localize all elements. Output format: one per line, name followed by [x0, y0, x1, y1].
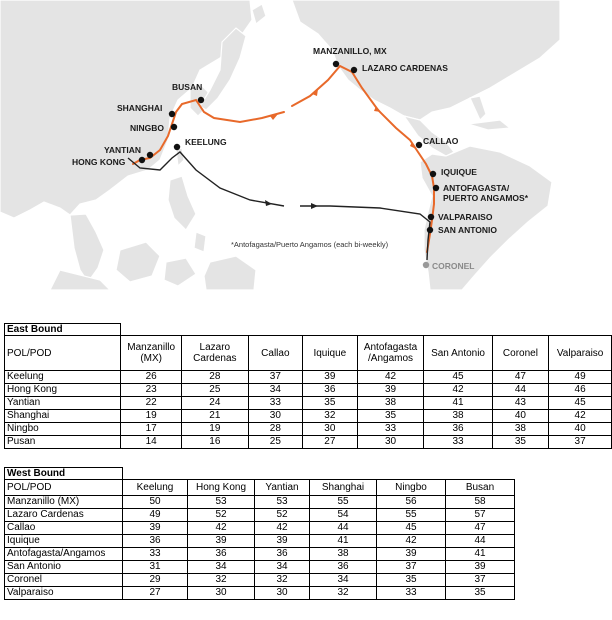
east-row-label: Shanghai — [5, 410, 121, 423]
west-row-label: San Antonio — [5, 561, 123, 574]
east-transit-days-cell: 39 — [303, 371, 358, 384]
west-transit-days-cell: 39 — [446, 561, 515, 574]
map-footnote: *Antofagasta/Puerto Angamos (each bi-weekly) — [231, 240, 389, 249]
hong-kong-label: HONG KONG — [72, 157, 126, 167]
east-transit-days-cell: 35 — [492, 436, 549, 449]
east-transit-days-cell: 36 — [303, 384, 358, 397]
west-transit-days-cell: 36 — [188, 548, 255, 561]
west-transit-days-cell: 52 — [188, 509, 255, 522]
west-transit-days-cell: 34 — [188, 561, 255, 574]
west-transit-days-cell: 55 — [310, 496, 377, 509]
east-transit-days-cell: 24 — [182, 397, 249, 410]
west-transit-days-cell: 42 — [255, 522, 310, 535]
east-col-header: Valparaiso — [549, 336, 612, 371]
san-antonio-label: SAN ANTONIO — [438, 225, 498, 235]
east-transit-days-cell: 42 — [357, 371, 424, 384]
west-transit-days-cell: 32 — [255, 574, 310, 587]
east-transit-days-cell: 28 — [182, 371, 249, 384]
west-transit-days-cell: 42 — [377, 535, 446, 548]
west-transit-days-cell: 33 — [377, 587, 446, 600]
east-transit-days-cell: 44 — [492, 384, 549, 397]
coronel-marker — [423, 262, 429, 268]
busan-marker — [198, 97, 204, 103]
west-transit-days-cell: 42 — [188, 522, 255, 535]
west-table-row — [5, 509, 515, 522]
manzanillo-marker — [333, 61, 339, 67]
west-table-row — [5, 522, 515, 535]
west-col-header: Yantian — [255, 480, 310, 496]
west-transit-days-cell: 41 — [446, 548, 515, 561]
west-transit-days-cell: 33 — [123, 548, 188, 561]
route-map — [0, 0, 612, 290]
west-row-label: Coronel — [5, 574, 123, 587]
yantian-marker — [147, 152, 153, 158]
west-row-label: Valparaiso — [5, 587, 123, 600]
east-transit-days-cell: 37 — [549, 436, 612, 449]
east-col-header: Coronel — [492, 336, 549, 371]
shanghai-marker — [169, 111, 175, 117]
west-transit-days-cell: 35 — [377, 574, 446, 587]
west-transit-days-cell: 27 — [123, 587, 188, 600]
east-col-header: San Antonio — [424, 336, 492, 371]
coronel-label: CORONEL — [432, 261, 475, 271]
west-transit-days-cell: 58 — [446, 496, 515, 509]
east-bound-table — [4, 323, 612, 449]
west-transit-days-cell: 45 — [377, 522, 446, 535]
shanghai-label: SHANGHAI — [117, 103, 163, 113]
iquique-label: IQUIQUE — [441, 167, 477, 177]
east-transit-days-cell: 30 — [357, 436, 424, 449]
west-col-header: Busan — [446, 480, 515, 496]
west-table-row — [5, 561, 515, 574]
west-transit-days-cell: 35 — [446, 587, 515, 600]
east-transit-days-cell: 23 — [121, 384, 182, 397]
west-table-row — [5, 548, 515, 561]
west-transit-days-cell: 37 — [377, 561, 446, 574]
east-transit-days-cell: 38 — [424, 410, 492, 423]
east-transit-days-cell: 27 — [303, 436, 358, 449]
west-transit-days-cell: 30 — [188, 587, 255, 600]
west-transit-days-cell: 39 — [123, 522, 188, 535]
ningbo-marker — [171, 124, 177, 130]
west-transit-days-cell: 49 — [123, 509, 188, 522]
east-col-header: Iquique — [303, 336, 358, 371]
east-table-row — [5, 397, 612, 410]
valparaiso-label: VALPARAISO — [438, 212, 493, 222]
east-transit-days-cell: 19 — [182, 423, 249, 436]
iquique-marker — [430, 171, 436, 177]
west-transit-days-cell: 29 — [123, 574, 188, 587]
west-transit-days-cell: 53 — [188, 496, 255, 509]
west-transit-days-cell: 52 — [255, 509, 310, 522]
east-col-header: Callao — [248, 336, 302, 371]
west-transit-days-cell: 44 — [310, 522, 377, 535]
west-transit-days-cell: 36 — [255, 548, 310, 561]
west-transit-days-cell: 32 — [310, 587, 377, 600]
west-transit-days-cell: 32 — [188, 574, 255, 587]
san-antonio-marker — [427, 227, 433, 233]
west-table-row — [5, 496, 515, 509]
east-table-row — [5, 384, 612, 397]
east-transit-days-cell: 34 — [248, 384, 302, 397]
puerto-angamos-label: PUERTO ANGAMOS* — [443, 193, 529, 203]
east-transit-days-cell: 43 — [492, 397, 549, 410]
callao-label: CALLAO — [423, 136, 459, 146]
west-transit-days-cell: 50 — [123, 496, 188, 509]
west-row-label: Lazaro Cardenas — [5, 509, 123, 522]
east-transit-days-cell: 40 — [549, 423, 612, 436]
east-transit-days-cell: 37 — [248, 371, 302, 384]
west-transit-days-cell: 47 — [446, 522, 515, 535]
manzanillo-label: MANZANILLO, MX — [313, 46, 387, 56]
east-transit-days-cell: 35 — [357, 410, 424, 423]
west-transit-days-cell: 39 — [377, 548, 446, 561]
east-col-header: Manzanillo (MX) — [121, 336, 182, 371]
west-corner-cell: POL/POD — [5, 480, 123, 496]
west-row-label: Manzanillo (MX) — [5, 496, 123, 509]
east-row-label: Hong Kong — [5, 384, 121, 397]
east-transit-days-cell: 39 — [357, 384, 424, 397]
east-transit-days-cell: 30 — [248, 410, 302, 423]
west-row-label: Antofagasta/Angamos — [5, 548, 123, 561]
east-transit-days-cell: 42 — [424, 384, 492, 397]
west-transit-days-cell: 36 — [123, 535, 188, 548]
east-col-header: Antofagasta /Angamos — [357, 336, 424, 371]
west-row-label: Callao — [5, 522, 123, 535]
west-transit-days-cell: 54 — [310, 509, 377, 522]
east-transit-days-cell: 14 — [121, 436, 182, 449]
east-col-header: Lazaro Cardenas — [182, 336, 249, 371]
east-transit-days-cell: 38 — [492, 423, 549, 436]
keelung-marker — [174, 144, 180, 150]
east-transit-days-cell: 36 — [424, 423, 492, 436]
west-transit-days-cell: 34 — [310, 574, 377, 587]
east-transit-days-cell: 26 — [121, 371, 182, 384]
east-transit-days-cell: 17 — [121, 423, 182, 436]
west-bound-table — [4, 467, 515, 600]
east-transit-days-cell: 25 — [182, 384, 249, 397]
west-transit-days-cell: 57 — [446, 509, 515, 522]
west-transit-days-cell: 30 — [255, 587, 310, 600]
lazaro-cardenas-label: LAZARO CARDENAS — [362, 63, 448, 73]
west-transit-days-cell: 31 — [123, 561, 188, 574]
east-transit-days-cell: 33 — [424, 436, 492, 449]
east-row-label: Pusan — [5, 436, 121, 449]
west-transit-days-cell: 34 — [255, 561, 310, 574]
east-transit-days-cell: 32 — [303, 410, 358, 423]
west-col-header: Shanghai — [310, 480, 377, 496]
west-col-header: Hong Kong — [188, 480, 255, 496]
west-col-header: Keelung — [123, 480, 188, 496]
antofagasta-label: ANTOFAGASTA/ — [443, 183, 510, 193]
hong-kong-marker — [139, 157, 145, 163]
east-transit-days-cell: 30 — [303, 423, 358, 436]
east-transit-days-cell: 47 — [492, 371, 549, 384]
west-transit-days-cell: 39 — [188, 535, 255, 548]
east-transit-days-cell: 38 — [357, 397, 424, 410]
west-col-header: Ningbo — [377, 480, 446, 496]
east-row-label: Keelung — [5, 371, 121, 384]
west-transit-days-cell: 39 — [255, 535, 310, 548]
east-transit-days-cell: 25 — [248, 436, 302, 449]
busan-label: BUSAN — [172, 82, 203, 92]
west-transit-days-cell: 55 — [377, 509, 446, 522]
east-header-row — [5, 336, 612, 371]
west-bound-title: West Bound — [5, 468, 123, 480]
east-table-row — [5, 423, 612, 436]
east-table-row — [5, 371, 612, 384]
east-transit-days-cell: 35 — [303, 397, 358, 410]
east-transit-days-cell: 45 — [549, 397, 612, 410]
east-transit-days-cell: 45 — [424, 371, 492, 384]
east-table-row — [5, 436, 612, 449]
east-transit-days-cell: 42 — [549, 410, 612, 423]
west-transit-days-cell: 53 — [255, 496, 310, 509]
west-table-row — [5, 587, 515, 600]
east-corner-cell: POL/POD — [5, 336, 121, 371]
east-transit-days-cell: 40 — [492, 410, 549, 423]
west-transit-days-cell: 36 — [310, 561, 377, 574]
east-table-row — [5, 410, 612, 423]
east-row-label: Yantian — [5, 397, 121, 410]
keelung-label: KEELUNG — [185, 137, 227, 147]
east-row-label: Ningbo — [5, 423, 121, 436]
lazaro-cardenas-marker — [351, 67, 357, 73]
west-transit-days-cell: 56 — [377, 496, 446, 509]
yantian-label: YANTIAN — [104, 145, 141, 155]
east-transit-days-cell: 33 — [248, 397, 302, 410]
callao-marker — [416, 142, 422, 148]
east-transit-days-cell: 22 — [121, 397, 182, 410]
ningbo-label: NINGBO — [130, 123, 164, 133]
east-transit-days-cell: 16 — [182, 436, 249, 449]
east-transit-days-cell: 28 — [248, 423, 302, 436]
east-transit-days-cell: 41 — [424, 397, 492, 410]
east-transit-days-cell: 33 — [357, 423, 424, 436]
east-bound-title: East Bound — [5, 324, 121, 336]
east-transit-days-cell: 21 — [182, 410, 249, 423]
east-transit-days-cell: 19 — [121, 410, 182, 423]
west-transit-days-cell: 44 — [446, 535, 515, 548]
east-transit-days-cell: 49 — [549, 371, 612, 384]
west-table-row — [5, 535, 515, 548]
antofagasta-marker — [433, 185, 439, 191]
east-transit-days-cell: 46 — [549, 384, 612, 397]
west-transit-days-cell: 37 — [446, 574, 515, 587]
west-table-row — [5, 574, 515, 587]
valparaiso-marker — [428, 214, 434, 220]
west-transit-days-cell: 38 — [310, 548, 377, 561]
west-row-label: Iquique — [5, 535, 123, 548]
west-transit-days-cell: 41 — [310, 535, 377, 548]
west-header-row — [5, 480, 515, 496]
